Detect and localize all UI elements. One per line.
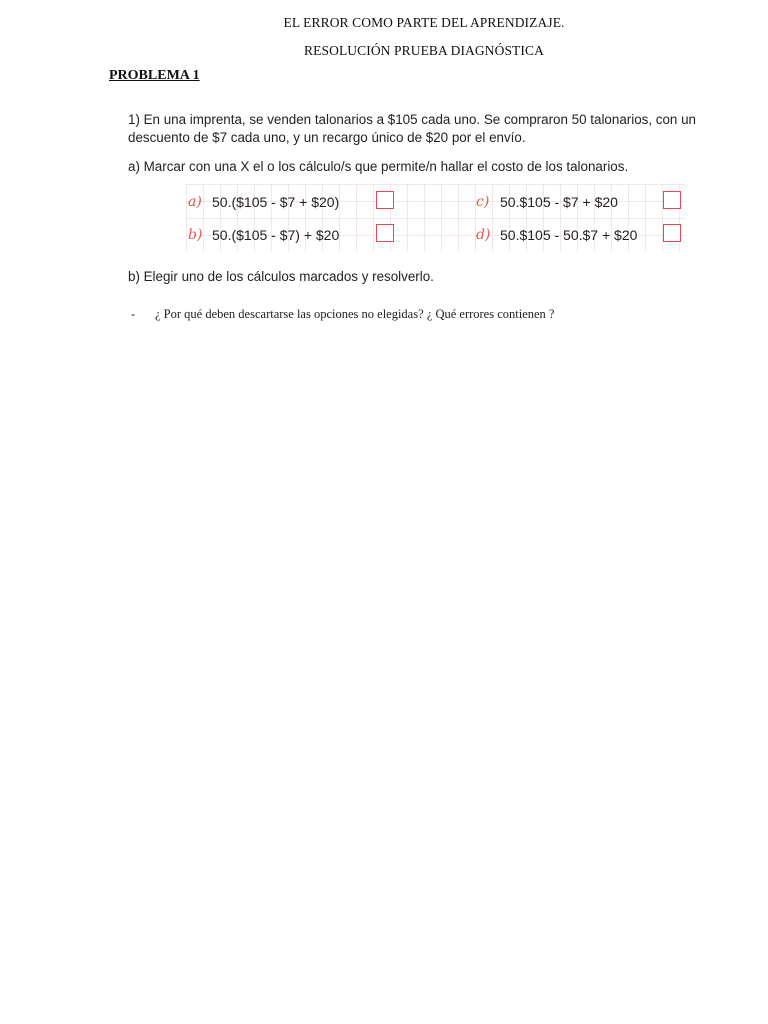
problem-statement: 1) En una imprenta, se venden talonarios a $105 cada uno. Se compraron 50 talonarios, con un descuento de $7 cada uno, y un recargo único de $20 por el envío. — [128, 112, 696, 145]
option-a-expression: 50.($105 - $7 + $20) — [212, 194, 340, 210]
option-b-checkbox[interactable] — [376, 224, 394, 242]
reflection-question — [131, 307, 554, 322]
part-b-instruction: b) Elegir uno de los cálculos marcados y resolverlo. — [128, 269, 434, 284]
option-c-letter: c) — [476, 194, 490, 210]
option-b-expression: 50.($105 - $7) + $20 — [212, 227, 340, 243]
option-a-letter: a) — [188, 194, 202, 210]
page-subtitle: RESOLUCIÓN PRUEBA DIAGNÓSTICA — [304, 43, 544, 58]
option-c — [476, 190, 618, 214]
options-grid — [186, 184, 686, 252]
option-b — [188, 223, 339, 247]
option-a — [188, 190, 339, 214]
option-a-checkbox[interactable] — [376, 191, 394, 209]
option-d-checkbox[interactable] — [663, 224, 681, 242]
question-text: ¿ Por qué deben descartarse las opciones no elegidas? ¿ Qué errores contienen ? — [155, 307, 555, 321]
option-d-expression: 50.$105 - 50.$7 + $20 — [500, 227, 638, 243]
page-title: EL ERROR COMO PARTE DEL APRENDIZAJE. — [283, 15, 565, 30]
part-a-instruction: a) Marcar con una X el o los cálculo/s que permite/n hallar el costo de los talonarios. — [128, 159, 629, 174]
section-heading: PROBLEMA 1 — [109, 68, 200, 83]
option-c-expression: 50.$105 - $7 + $20 — [500, 194, 618, 210]
option-d — [476, 223, 637, 247]
option-d-letter: d) — [476, 227, 491, 243]
option-b-letter: b) — [188, 227, 203, 243]
option-c-checkbox[interactable] — [663, 191, 681, 209]
bullet-dash: - — [131, 307, 136, 321]
